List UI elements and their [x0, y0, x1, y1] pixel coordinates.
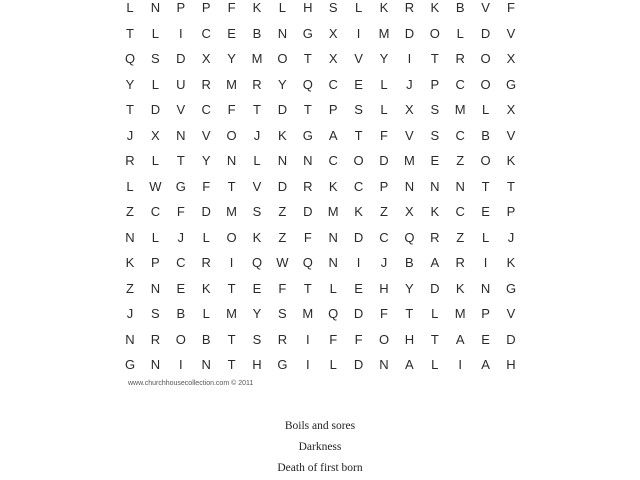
grid-row [126, 124, 530, 148]
grid-letter: Z [126, 204, 134, 219]
word-search-grid [124, 0, 530, 376]
grid-letter: T [227, 280, 236, 296]
grid-row [125, 226, 530, 250]
grid-letter: L [151, 153, 159, 168]
grid-letter: G [505, 76, 517, 92]
grid-letter: I [356, 255, 361, 270]
grid-letter: W [276, 255, 289, 270]
grid-letter: M [327, 204, 339, 219]
grid-letter: P [328, 102, 338, 117]
grid-letter: I [178, 25, 183, 41]
grid-letter: N [328, 229, 338, 245]
grid-letter: V [252, 178, 262, 194]
grid-letter: S [151, 306, 160, 321]
grid-letter: U [176, 76, 186, 92]
grid-letter: B [201, 331, 211, 347]
word-list-item: Darkness [298, 441, 342, 453]
grid-letter: J [406, 76, 413, 92]
grid-letter: N [201, 357, 211, 372]
grid-letter: R [125, 153, 135, 168]
grid-letter: K [506, 153, 516, 168]
grid-letter: K [252, 0, 262, 15]
grid-letter: I [458, 357, 462, 372]
grid-letter: C [328, 153, 338, 168]
grid-letter: T [507, 178, 515, 194]
grid-letter: L [456, 25, 464, 41]
grid-row [125, 328, 530, 352]
grid-letter: C [328, 76, 338, 92]
grid-letter: S [252, 331, 262, 347]
grid-letter: R [201, 255, 211, 270]
grid-row [126, 175, 530, 199]
grid-letter: Q [302, 255, 313, 270]
grid-letter: S [430, 127, 440, 143]
grid-letter: Z [380, 204, 388, 219]
grid-letter: O [480, 76, 491, 92]
grid-letter: V [354, 51, 363, 66]
grid-letter: V [201, 127, 211, 143]
grid-row [124, 47, 530, 71]
grid-letter: T [227, 178, 236, 194]
grid-letter: E [481, 331, 490, 347]
grid-letter: Z [456, 153, 465, 168]
grid-letter: V [506, 127, 516, 143]
grid-letter: B [176, 306, 186, 321]
grid-letter: E [227, 25, 236, 41]
word-list-item: Boils and sores [284, 420, 356, 432]
grid-letter: I [407, 51, 412, 66]
grid-letter: T [176, 153, 185, 168]
grid-letter: I [229, 255, 234, 270]
grid-letter: G [124, 357, 136, 372]
grid-letter: T [303, 280, 312, 296]
grid-letter: G [302, 25, 313, 41]
grid-row [125, 73, 530, 97]
grid-letter: R [303, 178, 313, 194]
grid-letter: R [201, 76, 211, 92]
grid-letter: J [177, 229, 185, 245]
grid-letter: T [253, 102, 261, 117]
grid-letter: N [303, 153, 313, 168]
grid-letter: L [354, 0, 363, 15]
grid-letter: X [151, 127, 160, 143]
grid-letter: K [506, 255, 516, 270]
grid-letter: P [151, 255, 160, 270]
grid-letter: D [353, 229, 364, 245]
grid-letter: R [252, 76, 262, 92]
grid-letter: H [404, 331, 415, 347]
grid-letter: Q [124, 51, 136, 66]
grid-letter: R [150, 331, 161, 347]
grid-letter: G [505, 280, 517, 296]
grid-letter: D [506, 331, 516, 347]
grid-letter: L [380, 102, 388, 117]
grid-letter: N [277, 25, 288, 41]
grid-letter: H [506, 357, 516, 372]
grid-letter: A [481, 357, 490, 372]
grid-row [126, 22, 530, 46]
grid-letter: T [405, 306, 414, 321]
grid-letter: B [252, 25, 262, 41]
grid-letter: J [507, 229, 515, 245]
grid-letter: L [329, 280, 337, 296]
grid-letter: X [328, 51, 338, 66]
grid-letter: J [126, 127, 134, 143]
grid-letter: V [176, 102, 186, 117]
grid-letter: M [226, 204, 238, 219]
grid-letter: L [253, 153, 261, 168]
grid-letter: P [176, 0, 186, 15]
grid-letter: I [178, 357, 183, 372]
grid-letter: L [431, 306, 439, 321]
grid-letter: M [226, 76, 238, 92]
grid-row [124, 353, 530, 377]
grid-letter: G [277, 357, 288, 372]
grid-letter: S [430, 102, 440, 117]
grid-letter: E [176, 280, 186, 296]
grid-letter: O [480, 153, 491, 168]
grid-letter: P [201, 0, 211, 15]
grid-letter: N [328, 255, 338, 270]
grid-letter: D [277, 178, 288, 194]
grid-letter: H [379, 280, 389, 296]
grid-letter: Y [201, 153, 211, 168]
grid-letter: N [150, 0, 161, 15]
grid-letter: P [430, 76, 440, 92]
grid-letter: T [126, 102, 134, 117]
grid-letter: L [151, 229, 159, 245]
grid-letter: X [201, 51, 211, 66]
grid-letter: M [378, 25, 390, 41]
grid-letter: F [507, 0, 515, 15]
grid-letter: H [252, 357, 262, 372]
grid-letter: L [481, 102, 490, 117]
grid-letter: K [328, 178, 338, 194]
grid-letter: Z [278, 229, 287, 245]
grid-letter: N [480, 280, 491, 296]
grid-letter: L [151, 25, 159, 41]
grid-letter: A [405, 357, 414, 372]
grid-letter: F [202, 178, 211, 194]
grid-letter: T [303, 51, 312, 66]
grid-letter: M [251, 51, 263, 66]
grid-letter: M [454, 102, 466, 117]
grid-letter: N [226, 153, 237, 168]
grid-letter: N [430, 178, 440, 194]
grid-letter: M [403, 153, 415, 168]
grid-letter: O [277, 51, 288, 66]
grid-letter: D [303, 204, 313, 219]
grid-letter: O [353, 153, 364, 168]
grid-letter: N [150, 280, 161, 296]
grid-letter: P [379, 178, 389, 194]
grid-letter: F [329, 331, 338, 347]
grid-row [126, 200, 530, 224]
grid-letter: F [278, 280, 287, 296]
grid-letter: Z [456, 229, 465, 245]
grid-letter: F [380, 306, 388, 321]
grid-letter: O [378, 331, 390, 347]
grid-letter: F [227, 102, 236, 117]
grid-letter: D [150, 102, 161, 117]
grid-letter: L [126, 0, 134, 15]
grid-letter: A [430, 255, 440, 270]
grid-letter: D [404, 25, 415, 41]
grid-letter: X [506, 102, 516, 117]
grid-letter: T [481, 178, 490, 194]
grid-letter: R [404, 0, 415, 15]
grid-letter: I [305, 357, 310, 372]
grid-letter: J [380, 255, 388, 270]
grid-letter: S [151, 51, 160, 66]
grid-letter: Q [328, 306, 339, 321]
grid-letter: G [302, 127, 313, 143]
grid-letter: C [201, 25, 211, 41]
grid-row [125, 149, 530, 173]
grid-letter: R [455, 51, 465, 66]
grid-letter: C [176, 255, 186, 270]
grid-letter: C [150, 204, 161, 219]
grid-letter: W [149, 178, 162, 194]
grid-letter: J [126, 306, 134, 321]
grid-letter: C [201, 102, 211, 117]
grid-letter: I [483, 255, 488, 270]
grid-letter: T [126, 25, 134, 41]
grid-letter: Q [302, 76, 313, 92]
grid-letter: L [151, 76, 159, 92]
grid-letter: D [201, 204, 211, 219]
grid-letter: Y [125, 76, 135, 92]
grid-letter: L [202, 229, 210, 245]
grid-letter: K [354, 204, 363, 219]
grid-letter: D [480, 25, 491, 41]
grid-letter: L [329, 357, 337, 372]
grid-letter: N [277, 153, 288, 168]
grid-letter: R [277, 331, 288, 347]
grid-row [126, 302, 530, 326]
grid-letter: K [252, 229, 262, 245]
grid-letter: T [227, 331, 236, 347]
grid-letter: C [353, 178, 364, 194]
grid-letter: D [379, 153, 389, 168]
grid-letter: Y [252, 306, 262, 321]
grid-letter: N [455, 178, 465, 194]
grid-letter: V [506, 306, 516, 321]
grid-letter: P [506, 204, 516, 219]
grid-letter: O [175, 331, 186, 347]
grid-letter: C [379, 229, 389, 245]
grid-letter: D [430, 280, 440, 296]
grid-letter: Z [126, 280, 134, 296]
grid-letter: D [277, 102, 288, 117]
grid-letter: L [431, 357, 439, 372]
grid-letter: M [302, 306, 314, 321]
grid-letter: F [380, 127, 388, 143]
grid-letter: Y [278, 76, 287, 92]
grid-letter: E [354, 76, 363, 92]
grid-letter: H [303, 0, 313, 15]
grid-letter: N [125, 229, 135, 245]
grid-letter: C [455, 76, 465, 92]
grid-letter: X [405, 102, 414, 117]
grid-row [126, 98, 530, 122]
grid-letter: V [481, 0, 490, 15]
grid-letter: N [404, 178, 415, 194]
grid-letter: C [455, 204, 465, 219]
grid-letter: O [226, 127, 237, 143]
grid-letter: R [455, 255, 465, 270]
grid-letter: E [430, 153, 440, 168]
grid-letter: E [481, 204, 490, 219]
grid-letter: I [305, 331, 310, 347]
grid-letter: F [176, 204, 185, 219]
grid-letter: B [455, 0, 465, 15]
grid-letter: B [481, 127, 490, 143]
grid-row [125, 251, 530, 275]
grid-letter: Z [278, 204, 287, 219]
grid-letter: A [455, 331, 465, 347]
grid-letter: F [303, 229, 312, 245]
grid-letter: D [353, 357, 364, 372]
grid-letter: Q [251, 255, 263, 270]
grid-letter: G [175, 178, 186, 194]
grid-letter: X [506, 51, 516, 66]
grid-letter: O [429, 25, 440, 41]
grid-letter: N [176, 127, 186, 143]
grid-letter: E [354, 280, 363, 296]
grid-letter: N [379, 357, 389, 372]
grid-letter: L [202, 306, 210, 321]
grid-letter: N [150, 357, 161, 372]
grid-letter: O [480, 51, 491, 66]
grid-letter: I [356, 25, 361, 41]
grid-letter: K [455, 280, 465, 296]
grid-letter: K [430, 0, 440, 15]
grid-letter: M [454, 306, 466, 321]
grid-letter: C [455, 127, 465, 143]
grid-letter: L [278, 0, 286, 15]
grid-letter: K [125, 255, 135, 270]
grid-letter: K [379, 0, 389, 15]
grid-letter: K [278, 127, 287, 143]
grid-letter: T [354, 127, 363, 143]
grid-letter: D [353, 306, 364, 321]
grid-letter: X [328, 25, 338, 41]
word-list-item: Death of first born [277, 462, 363, 474]
grid-letter: F [354, 331, 363, 347]
grid-letter: Y [405, 280, 414, 296]
grid-letter: T [430, 331, 439, 347]
grid-letter: J [253, 127, 261, 143]
grid-letter: S [354, 102, 363, 117]
grid-letter: E [252, 280, 262, 296]
grid-letter: A [328, 127, 338, 143]
grid-letter: D [176, 51, 186, 66]
grid-letter: X [405, 204, 414, 219]
grid-letter: Q [404, 229, 415, 245]
grid-letter: S [252, 204, 262, 219]
grid-letter: Y [227, 51, 236, 66]
grid-letter: P [481, 306, 490, 321]
grid-letter: L [380, 76, 388, 92]
grid-letter: N [125, 331, 135, 347]
grid-letter: M [226, 306, 238, 321]
grid-letter: Y [379, 51, 389, 66]
grid-row [126, 277, 530, 301]
grid-letter: T [303, 102, 312, 117]
grid-letter: K [430, 204, 440, 219]
grid-letter: T [430, 51, 439, 66]
grid-letter: V [405, 127, 414, 143]
grid-letter: B [405, 255, 414, 270]
grid-letter: V [506, 25, 516, 41]
grid-letter: S [328, 0, 338, 15]
copyright-notice: www.churchhousecollection.com © 2011 [128, 380, 254, 387]
grid-row [126, 0, 530, 20]
grid-letter: L [126, 178, 134, 194]
grid-letter: F [227, 0, 236, 15]
grid-letter: K [201, 280, 211, 296]
grid-letter: S [278, 306, 287, 321]
grid-letter: L [481, 229, 490, 245]
grid-letter: O [226, 229, 237, 245]
grid-letter: T [227, 357, 236, 372]
grid-letter: R [430, 229, 440, 245]
